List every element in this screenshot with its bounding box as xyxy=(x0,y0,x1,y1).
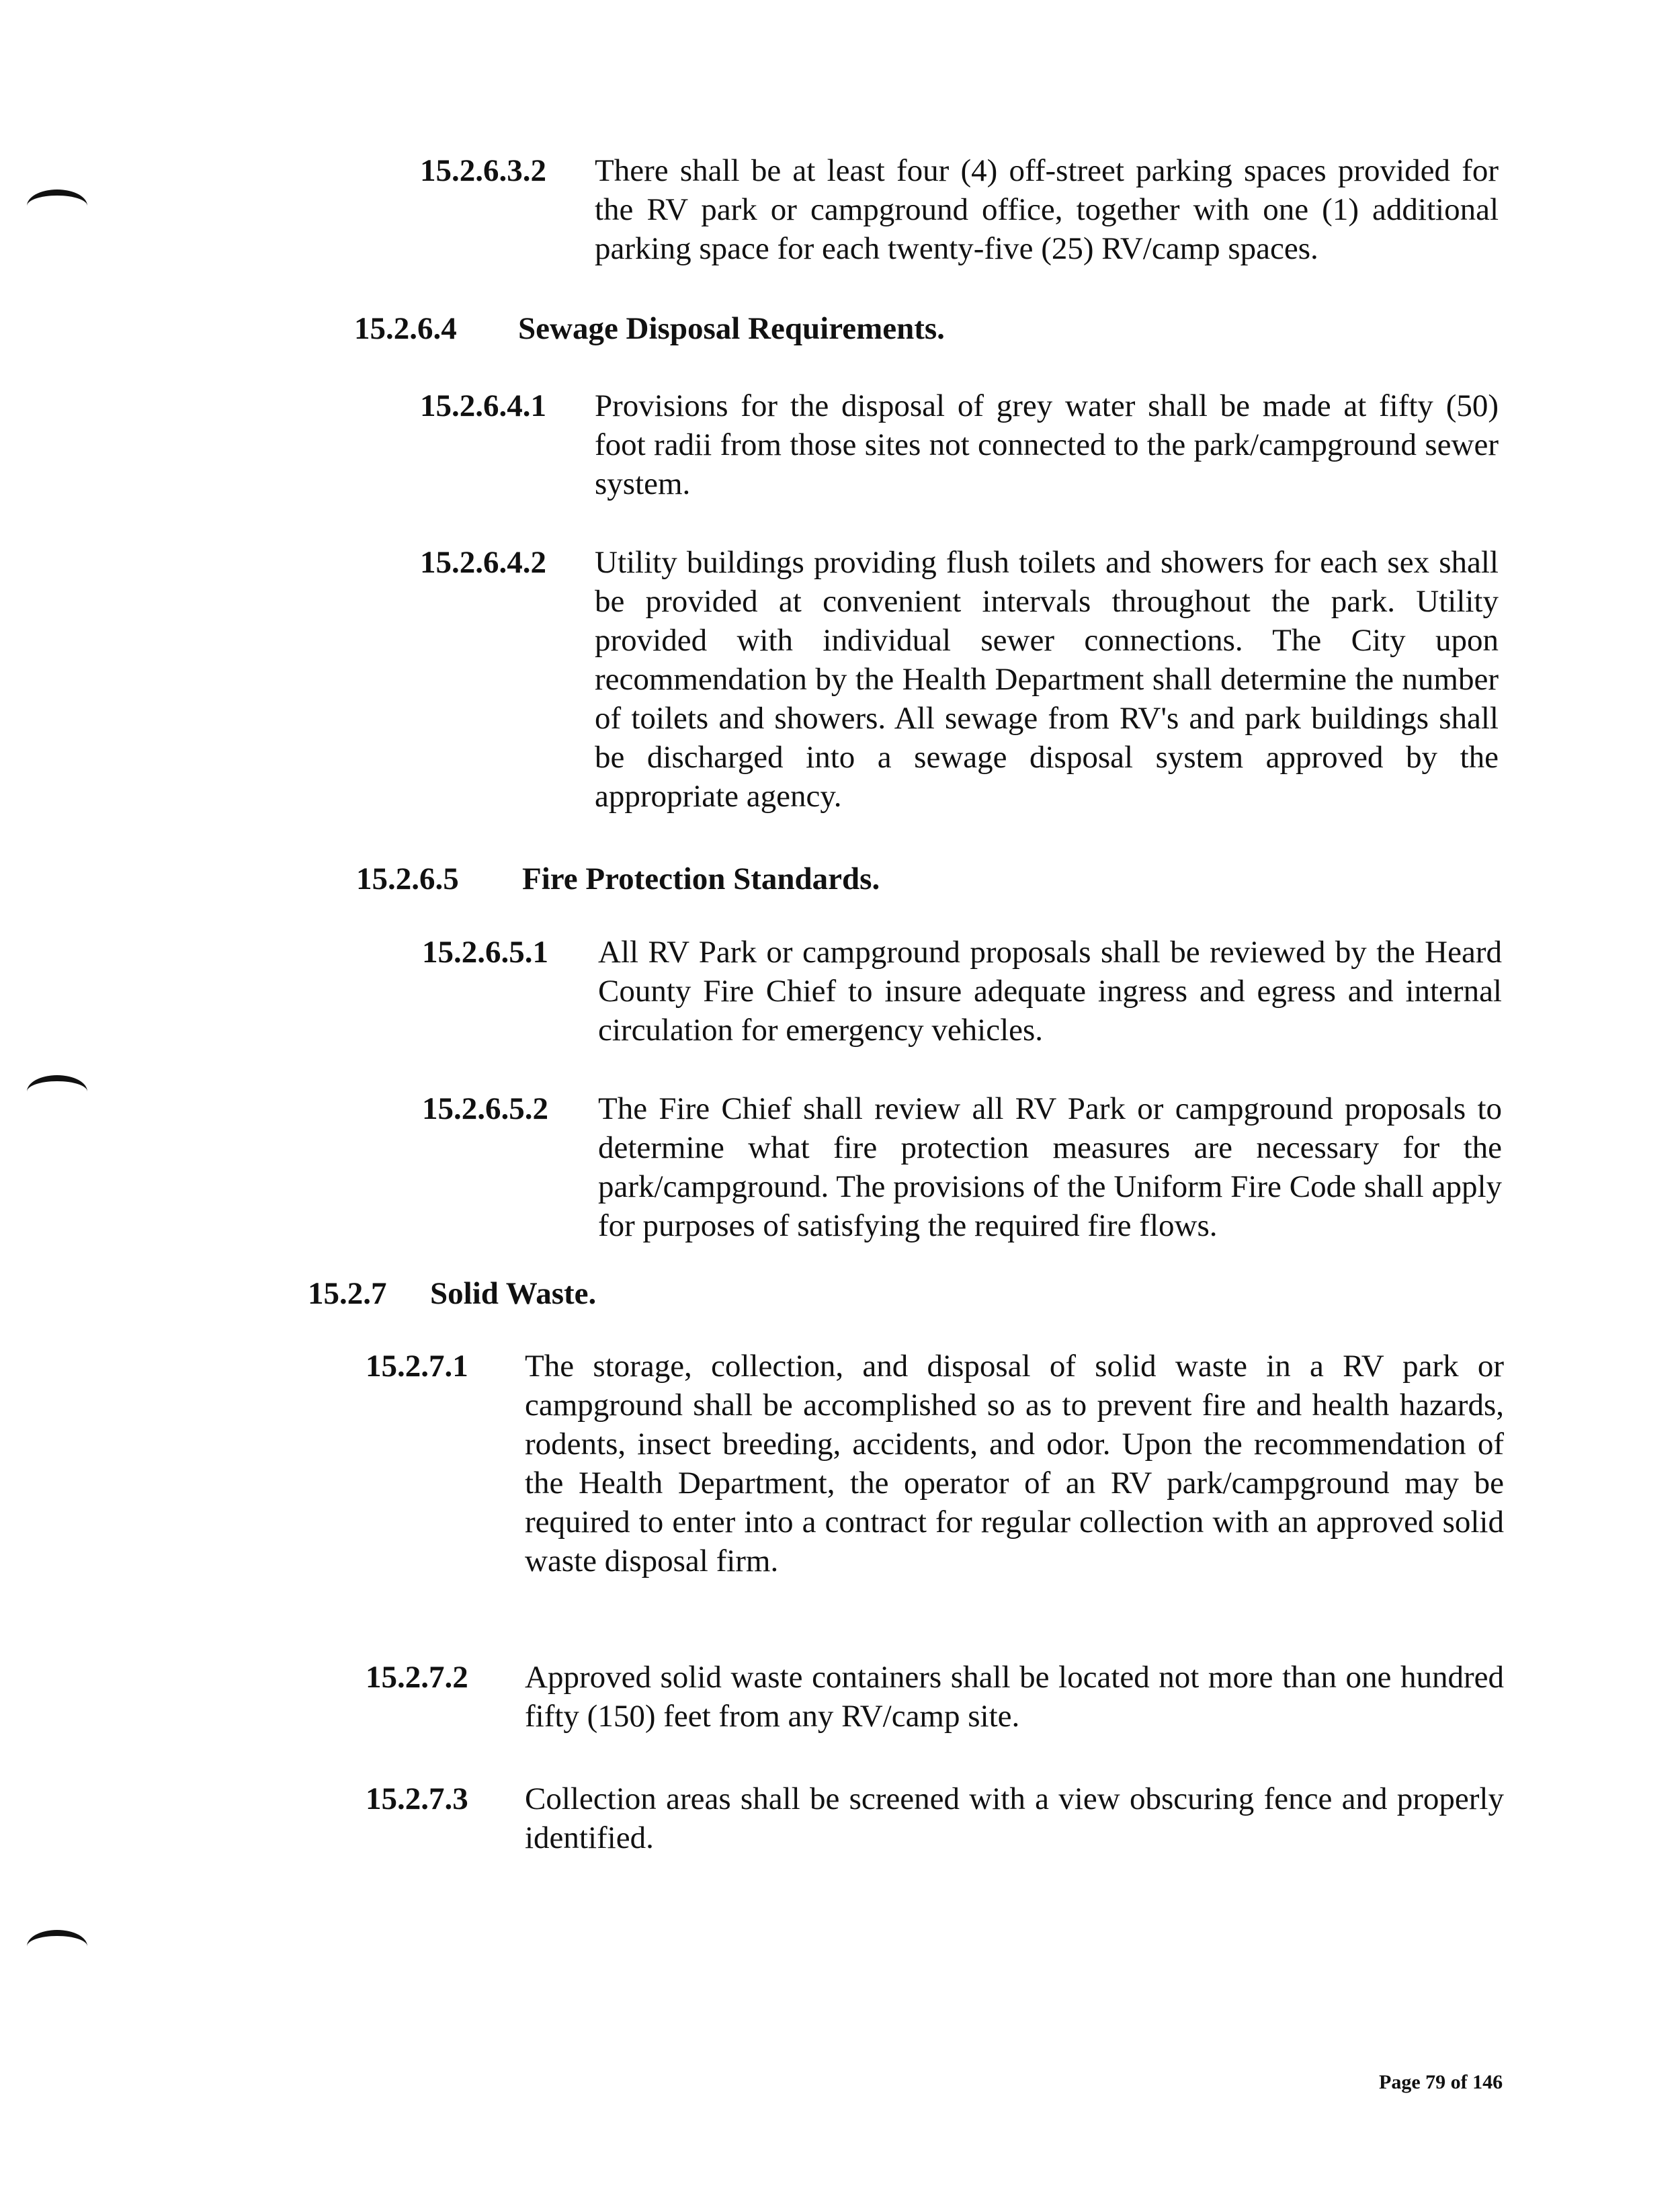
section-title: Sewage Disposal Requirements. xyxy=(518,311,945,346)
binder-hole-mark xyxy=(27,1930,87,1963)
clause-number: 15.2.6.4.1 xyxy=(420,388,546,423)
clause-text: There shall be at least four (4) off-street parking spaces provided for the RV park or campground office, together with one (1) additional parking space for each twenty-five (25) RV/camp spaces. xyxy=(595,153,1499,266)
clause-text: Utility buildings providing flush toilets and showers for each sex shall be provided at convenient intervals throughout the park. Utility provided with individual sewer connections. The City upon recommendation by the Health Department shall determine the number of toilets and showers. All sewage from RV's and park buildings shall be discharged into a sewage disposal system approved by the appropriate agency. xyxy=(595,545,1499,814)
section-number: 15.2.7 xyxy=(308,1276,387,1311)
binder-hole-mark xyxy=(27,1075,87,1108)
binder-hole-mark xyxy=(27,189,87,222)
clause-number: 15.2.6.5.2 xyxy=(422,1091,548,1126)
clause-number: 15.2.7.2 xyxy=(366,1660,468,1695)
clause-text: Approved solid waste containers shall be located not more than one hundred fifty (150) feet from any RV/camp site. xyxy=(525,1660,1504,1734)
clause-number: 15.2.6.5.1 xyxy=(422,935,548,970)
page-number: Page 79 of 146 xyxy=(1379,2071,1503,2093)
section-title: Fire Protection Standards. xyxy=(522,861,880,896)
clause-text: All RV Park or campground proposals shall be reviewed by the Heard County Fire Chief to insure adequate ingress and egress and internal circulation for emergency vehicles. xyxy=(598,935,1502,1048)
clause-text: Collection areas shall be screened with a view obscuring fence and properly identified. xyxy=(525,1781,1504,1855)
section-title: Solid Waste. xyxy=(430,1276,597,1311)
clause-number: 15.2.7.1 xyxy=(366,1349,468,1384)
clause-number: 15.2.6.3.2 xyxy=(420,153,546,188)
clause-text: The storage, collection, and disposal of solid waste in a RV park or campground shall be accomplished so as to prevent fire and health hazards, rodents, insect breeding, accidents, and odor. Upon the recommendation of the Health Department, the operator of an RV park/campground may be required to enter into a contract for regular collection with an approved solid waste disposal firm. xyxy=(525,1349,1504,1578)
section-number: 15.2.6.4 xyxy=(354,311,457,346)
section-number: 15.2.6.5 xyxy=(356,861,459,896)
clause-number: 15.2.7.3 xyxy=(366,1781,468,1816)
clause-number: 15.2.6.4.2 xyxy=(420,545,546,580)
clause-text: Provisions for the disposal of grey water shall be made at fifty (50) foot radii from those sites not connected to the park/campground sewer system. xyxy=(595,388,1499,501)
clause-text: The Fire Chief shall review all RV Park or campground proposals to determine what fire protection measures are necessary for the park/campground. The provisions of the Uniform Fire Code shall apply for purposes of satisfying the required fire flows. xyxy=(598,1091,1502,1243)
